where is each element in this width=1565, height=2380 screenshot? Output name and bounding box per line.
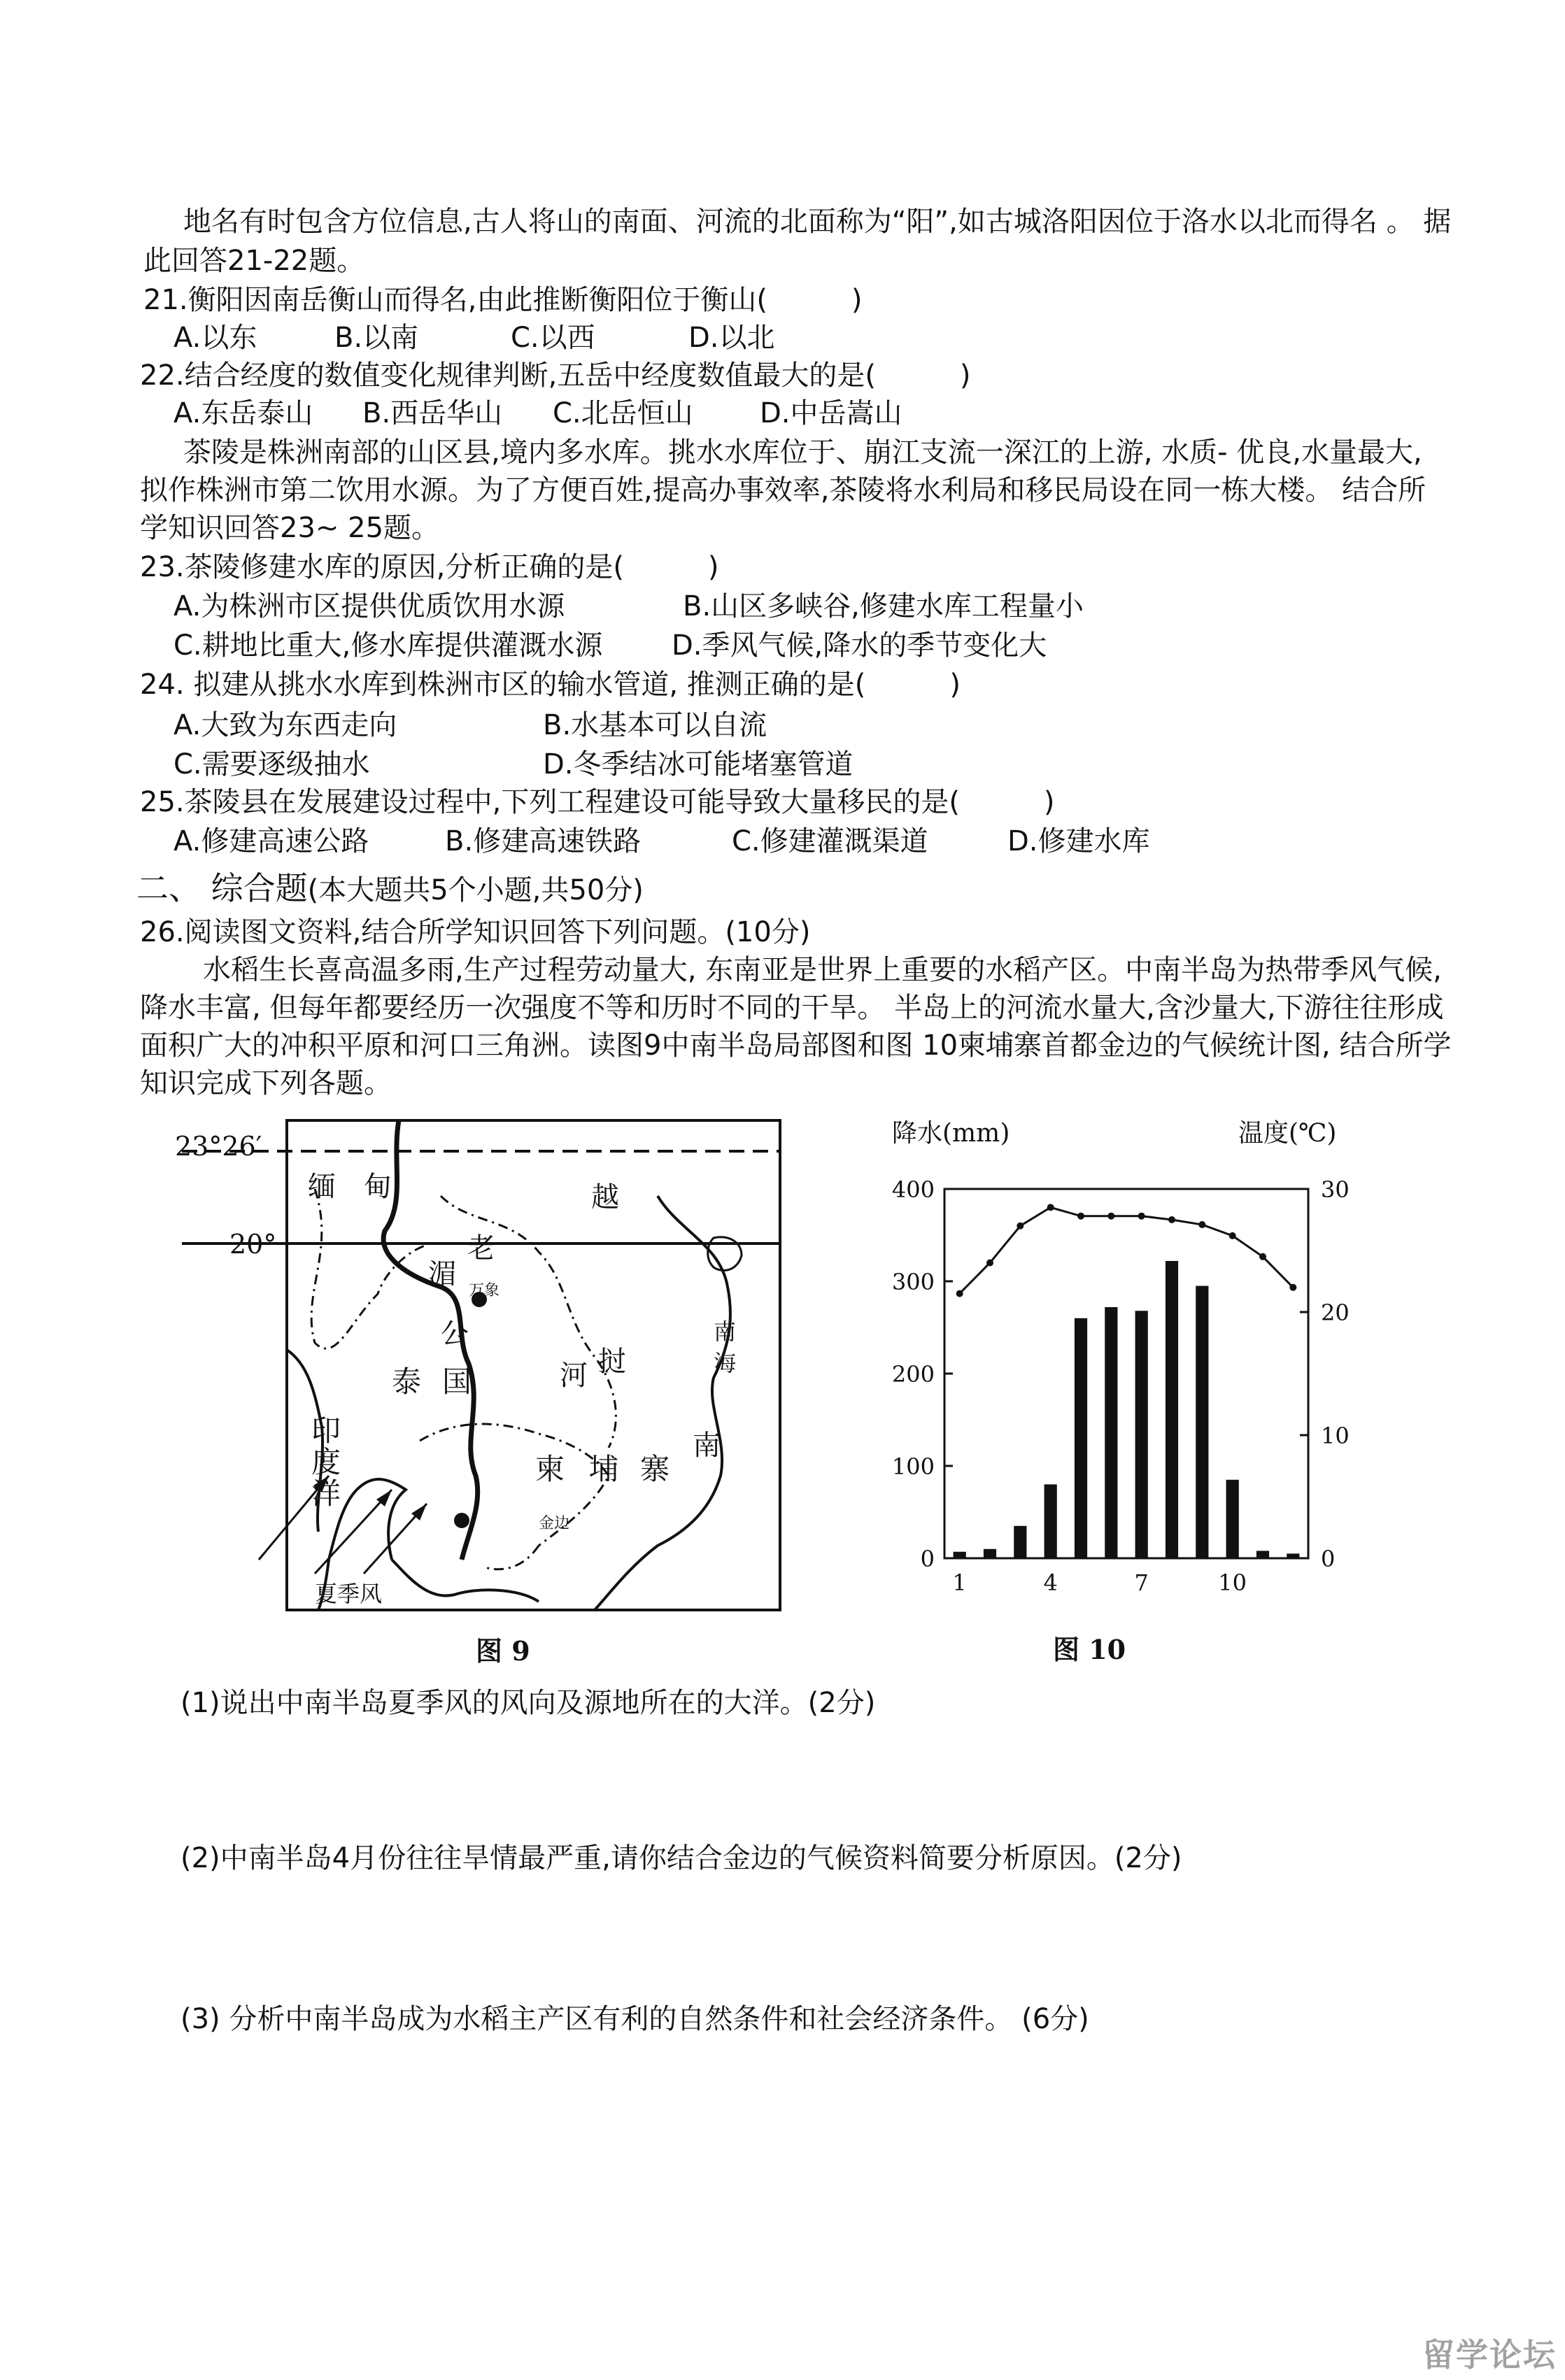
- precipitation-bar: [1105, 1307, 1117, 1558]
- q24-option-c: C.需要逐级抽水: [174, 748, 370, 781]
- precipitation-bar: [1135, 1311, 1148, 1558]
- label-cambodia-2: 埔: [589, 1452, 619, 1486]
- label-thailand-1: 泰: [392, 1364, 422, 1399]
- temperature-point: [1289, 1284, 1296, 1291]
- precipitation-bar: [1287, 1553, 1299, 1558]
- label-south-china-sea-1: 南: [714, 1318, 737, 1345]
- label-laos: 老: [467, 1232, 495, 1264]
- label-myanmar-2: 甸: [364, 1171, 392, 1203]
- border-cambodia-south: [483, 1546, 539, 1569]
- q21-option-d: D.以北: [688, 322, 775, 354]
- precipitation-bar: [984, 1549, 996, 1558]
- q21-stem: 21.衡阳因南岳衡山而得名,由此推断衡阳位于衡山( ): [143, 284, 863, 316]
- temperature-point: [1138, 1213, 1145, 1220]
- label-wo: 挝: [598, 1346, 626, 1378]
- q23-option-c: C.耕地比重大,修水库提供灌溉水源: [174, 629, 603, 662]
- label-he: 河: [560, 1360, 588, 1392]
- temperature-point: [1259, 1253, 1266, 1260]
- precipitation-bar: [1256, 1551, 1269, 1558]
- q23-option-b: B.山区多峡谷,修建水库工程量小: [683, 590, 1084, 622]
- temperature-point: [1107, 1213, 1114, 1220]
- climate-chart-figure-10: [868, 1112, 1371, 1623]
- label-indian-ocean-2: 度: [311, 1445, 341, 1479]
- temperature-point: [1229, 1232, 1236, 1239]
- q21-option-c: C.以西: [511, 322, 595, 354]
- x-tick-label: 4: [1043, 1569, 1058, 1596]
- temperature-point: [1198, 1221, 1205, 1228]
- intro1-line1: 地名有时包含方位信息,古人将山的南面、河流的北面称为“阳”,如古城洛阳因位于洛水以北而得名 。 据: [183, 206, 1452, 238]
- intro2-line3: 学知识回答23~ 25题。: [140, 512, 440, 544]
- temperature-point: [986, 1260, 993, 1267]
- lat-label-20: 20°: [229, 1229, 277, 1260]
- x-tick-label: 7: [1134, 1569, 1149, 1596]
- left-tick-label: 300: [891, 1269, 935, 1295]
- q26-stem: 26.阅读图文资料,结合所学知识回答下列问题。(10分): [140, 916, 811, 948]
- q24-option-a: A.大致为东西走向: [174, 709, 397, 741]
- left-tick-label: 400: [891, 1176, 935, 1203]
- temperature-point: [1168, 1216, 1175, 1223]
- chart-ylabel-left: 降水(mm): [892, 1119, 1010, 1148]
- q24-option-d: D.冬季结冰可能堵塞管道: [543, 748, 854, 781]
- intro2-line1: 茶陵是株洲南部的山区县,境内多水库。挑水水库位于、崩江支流一深江的上游, 水质- 优良,水量最大,: [183, 436, 1422, 469]
- q21-option-a: A.以东: [174, 322, 257, 354]
- temperature-point: [1077, 1213, 1084, 1220]
- q25-stem: 25.茶陵县在发展建设过程中,下列工程建设可能导致大量移民的是( ): [140, 786, 1055, 818]
- label-mei: 湄: [428, 1258, 456, 1290]
- left-tick-label: 100: [891, 1453, 935, 1480]
- label-gong: 公: [441, 1318, 469, 1350]
- q25-option-b: B.修建高速铁路: [445, 825, 642, 857]
- q26-para-line3: 面积广大的冲积平原和河口三角洲。读图9中南半岛局部图和图 10柬埔寨首都金边的气候统计图, 结合所学: [140, 1029, 1452, 1062]
- label-cambodia-3: 寨: [640, 1452, 670, 1486]
- label-thailand-2: 国: [442, 1364, 472, 1399]
- precipitation-bar: [1075, 1318, 1087, 1558]
- q23-option-a: A.为株洲市区提供优质饮用水源: [174, 590, 565, 622]
- left-tick-label: 200: [891, 1361, 935, 1388]
- q26-sub1: (1)说出中南半岛夏季风的风向及源地所在的大洋。(2分): [180, 1687, 876, 1719]
- label-myanmar-1: 缅: [308, 1171, 336, 1203]
- section-2-title: [136, 867, 644, 911]
- figure-10-caption: 图 10: [1053, 1634, 1126, 1665]
- x-tick-label: 10: [1218, 1569, 1247, 1596]
- q26-para-line1: 水稻生长喜高温多雨,生产过程劳动量大, 东南亚是世界上重要的水稻产区。中南半岛为热带季风气候,: [203, 954, 1442, 986]
- q21-option-b: B.以南: [334, 322, 419, 354]
- right-tick-label: 0: [1321, 1546, 1336, 1572]
- label-phnom-penh: 金边: [539, 1515, 570, 1532]
- label-south-china-sea-2: 海: [714, 1350, 737, 1376]
- intro2-line2: 拟作株洲市第二饮用水源。为了方便百姓,提高办事效率,茶陵将水利局和移民局设在同一栋大楼。 结合所: [140, 474, 1426, 506]
- map-figure-9: [175, 1112, 805, 1623]
- q22-stem: 22.结合经度的数值变化规律判断,五岳中经度数值最大的是( ): [140, 359, 971, 392]
- temperature-line: [960, 1207, 1294, 1293]
- x-tick-label: 1: [952, 1569, 967, 1596]
- q24-stem: 24. 拟建从挑水水库到株洲市区的输水管道, 推测正确的是( ): [140, 669, 961, 701]
- precipitation-bar: [1166, 1261, 1178, 1558]
- q26-sub2: (2)中南半岛4月份往往旱情最严重,请你结合金边的气候资料简要分析原因。(2分): [180, 1842, 1182, 1874]
- label-vietnam-north: 越: [591, 1181, 619, 1213]
- q22-option-d: D.中岳嵩山: [760, 397, 902, 429]
- label-indian-ocean-3: 洋: [311, 1476, 341, 1511]
- watermark-logo: 留学论坛: [1422, 2336, 1557, 2374]
- q26-para-line2: 降水丰富, 但每年都要经历一次强度不等和历时不同的干旱。 半岛上的河流水量大,含沙量大,下游往往形成: [140, 992, 1444, 1024]
- right-tick-label: 20: [1321, 1299, 1350, 1326]
- figure-9-caption: 图 9: [476, 1635, 530, 1667]
- right-tick-label: 10: [1321, 1423, 1350, 1449]
- label-vientiane: 万象: [469, 1282, 500, 1299]
- right-tick-label: 30: [1321, 1176, 1350, 1203]
- q26-para-line4: 知识完成下列各题。: [140, 1067, 392, 1099]
- temperature-point: [956, 1290, 963, 1297]
- precipitation-bar: [954, 1552, 966, 1558]
- q22-option-a: A.东岳泰山: [174, 397, 313, 429]
- q23-stem: 23.茶陵修建水库的原因,分析正确的是( ): [140, 551, 719, 583]
- q24-option-b: B.水基本可以自流: [543, 709, 767, 741]
- label-cambodia-1: 柬: [535, 1452, 565, 1486]
- temperature-point: [1047, 1204, 1054, 1211]
- phnom-penh-marker: [454, 1513, 469, 1528]
- map-frame: [287, 1120, 780, 1610]
- chart-plot-frame: [944, 1189, 1308, 1558]
- left-tick-label: 0: [920, 1546, 935, 1572]
- section-2-note: (本大题共5个小题,共50分): [307, 874, 644, 906]
- q25-option-d: D.修建水库: [1007, 825, 1150, 857]
- label-vietnam-south: 南: [693, 1430, 721, 1462]
- border-myanmar-thailand: [311, 1189, 427, 1348]
- q22-option-b: B.西岳华山: [362, 397, 503, 429]
- lat-label-23-26: 23°26′: [175, 1131, 262, 1162]
- intro1-line2: 此回答21-22题。: [143, 245, 365, 277]
- label-indian-ocean-1: 印: [311, 1413, 341, 1448]
- q25-option-a: A.修建高速公路: [174, 825, 369, 857]
- precipitation-bar: [1044, 1484, 1057, 1558]
- q26-sub3: (3) 分析中南半岛成为水稻主产区有利的自然条件和社会经济条件。 (6分): [180, 2003, 1089, 2035]
- precipitation-bar: [1014, 1526, 1026, 1558]
- border-cambodia: [420, 1424, 609, 1546]
- chart-ylabel-right: 温度(℃): [1238, 1119, 1337, 1148]
- precipitation-bar: [1196, 1286, 1208, 1558]
- label-summer-monsoon: 夏季风: [315, 1581, 383, 1607]
- section-2-heading: 二、 综合题: [136, 869, 308, 907]
- q22-option-c: C.北岳恒山: [553, 397, 693, 429]
- precipitation-bar: [1226, 1480, 1239, 1558]
- q23-option-d: D.季风气候,降水的季节变化大: [672, 629, 1047, 662]
- temperature-point: [1017, 1223, 1024, 1230]
- q25-option-c: C.修建灌溉渠道: [732, 825, 928, 857]
